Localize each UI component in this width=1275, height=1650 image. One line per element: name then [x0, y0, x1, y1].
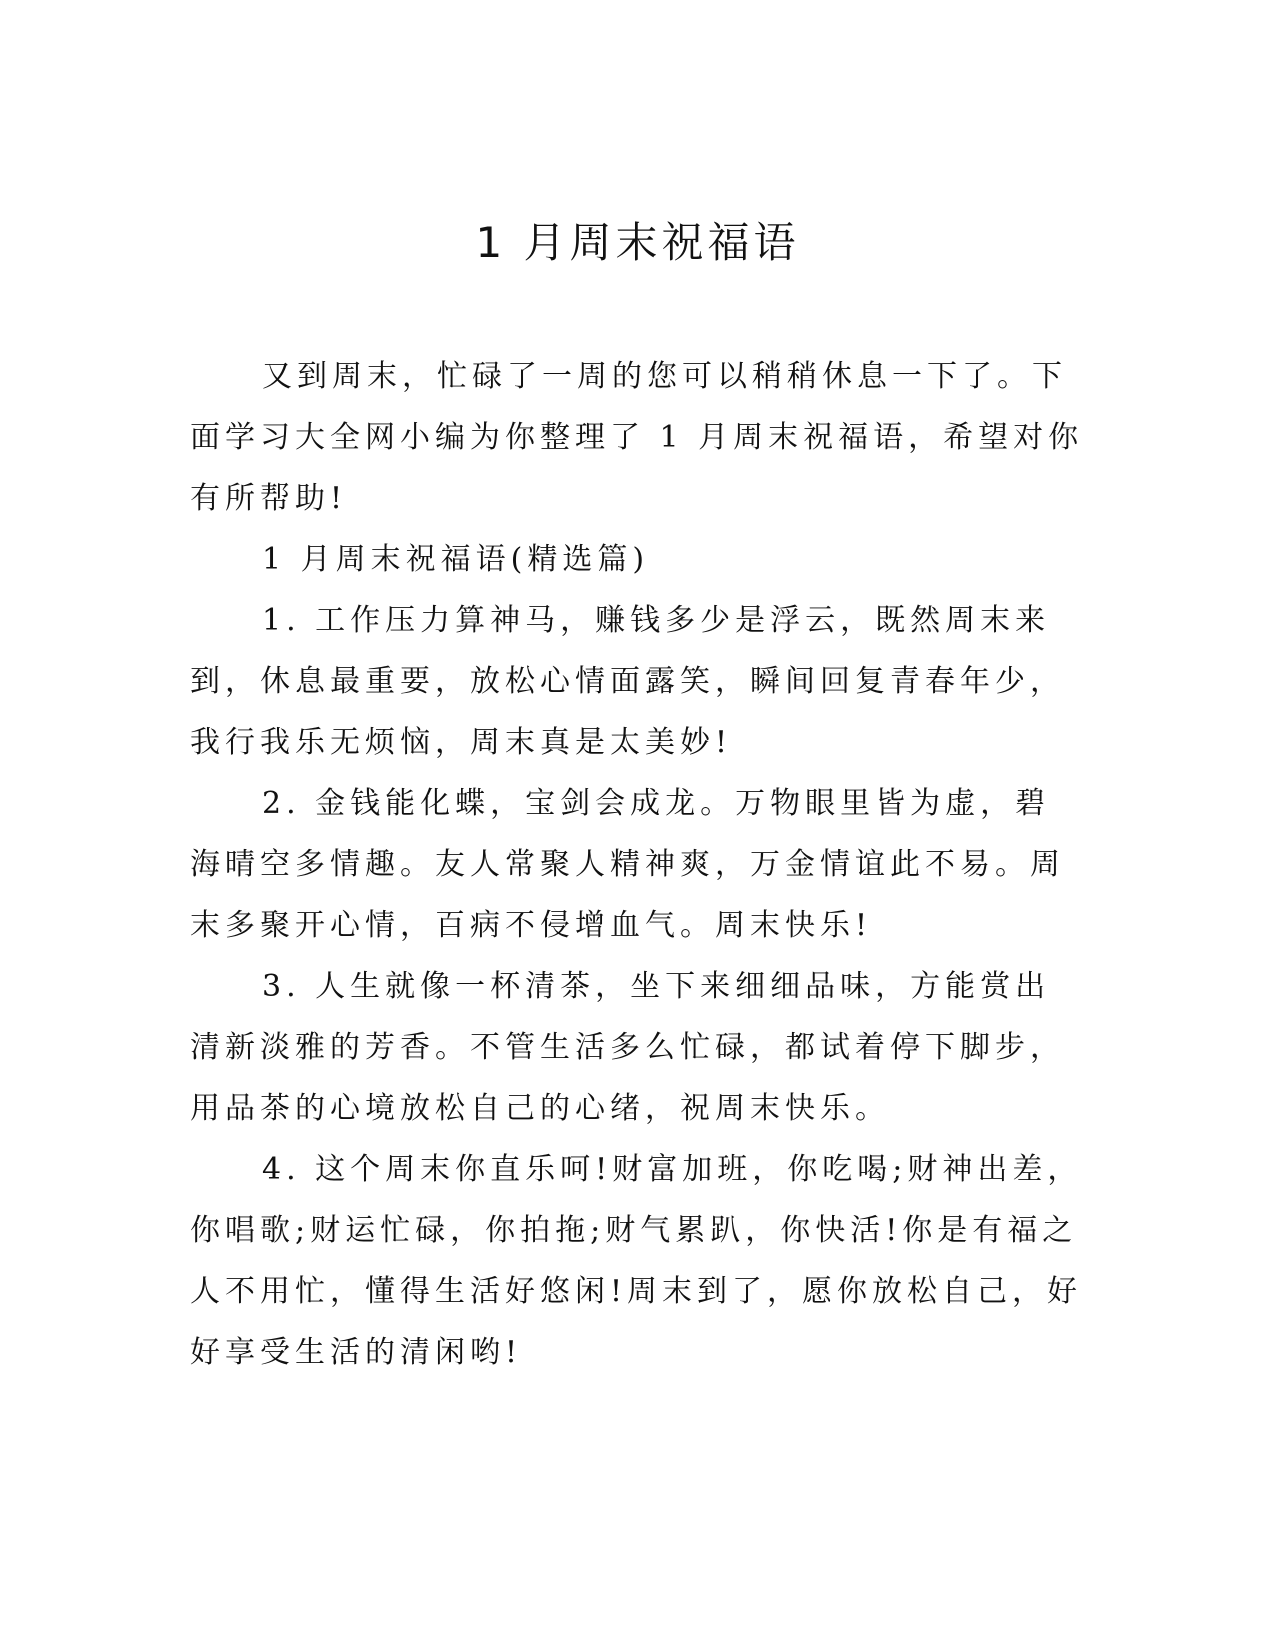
- greeting-paragraph-3: 3. 人生就像一杯清茶，坐下来细细品味，方能赏出清新淡雅的芳香。不管生活多么忙碌，都试着停下脚步，用品茶的心境放松自己的心绪，祝周末快乐。: [190, 969, 1065, 1126]
- document-body: [190, 346, 1085, 1383]
- greeting-paragraph-4: 4. 这个周末你直乐呵!财富加班，你吃喝;财神出差，你唱歌;财运忙碌，你拍拖;财气累趴，你快活!你是有福之人不用忙，懂得生活好悠闲!周末到了，愿你放松自己，好好享受生活的清闲哟!: [190, 1152, 1083, 1370]
- document-title: 1 月周末祝福语: [475, 218, 800, 267]
- greeting-paragraph-2: 2. 金钱能化蝶，宝剑会成龙。万物眼里皆为虚，碧海晴空多情趣。友人常聚人精神爽，万金情谊此不易。周末多聚开心情，百病不侵增血气。周末快乐!: [190, 786, 1065, 943]
- section-heading: 1 月周末祝福语(精选篇): [262, 542, 650, 577]
- greeting-paragraph-1: 1. 工作压力算神马，赚钱多少是浮云，既然周末来到，休息最重要，放松心情面露笑，瞬间回复青春年少，我行我乐无烦恼，周末真是太美妙!: [190, 603, 1065, 760]
- intro-paragraph: 又到周末，忙碌了一周的您可以稍稍休息一下了。下面学习大全网小编为你整理了 1 月周末祝福语，希望对你有所帮助!: [190, 359, 1084, 516]
